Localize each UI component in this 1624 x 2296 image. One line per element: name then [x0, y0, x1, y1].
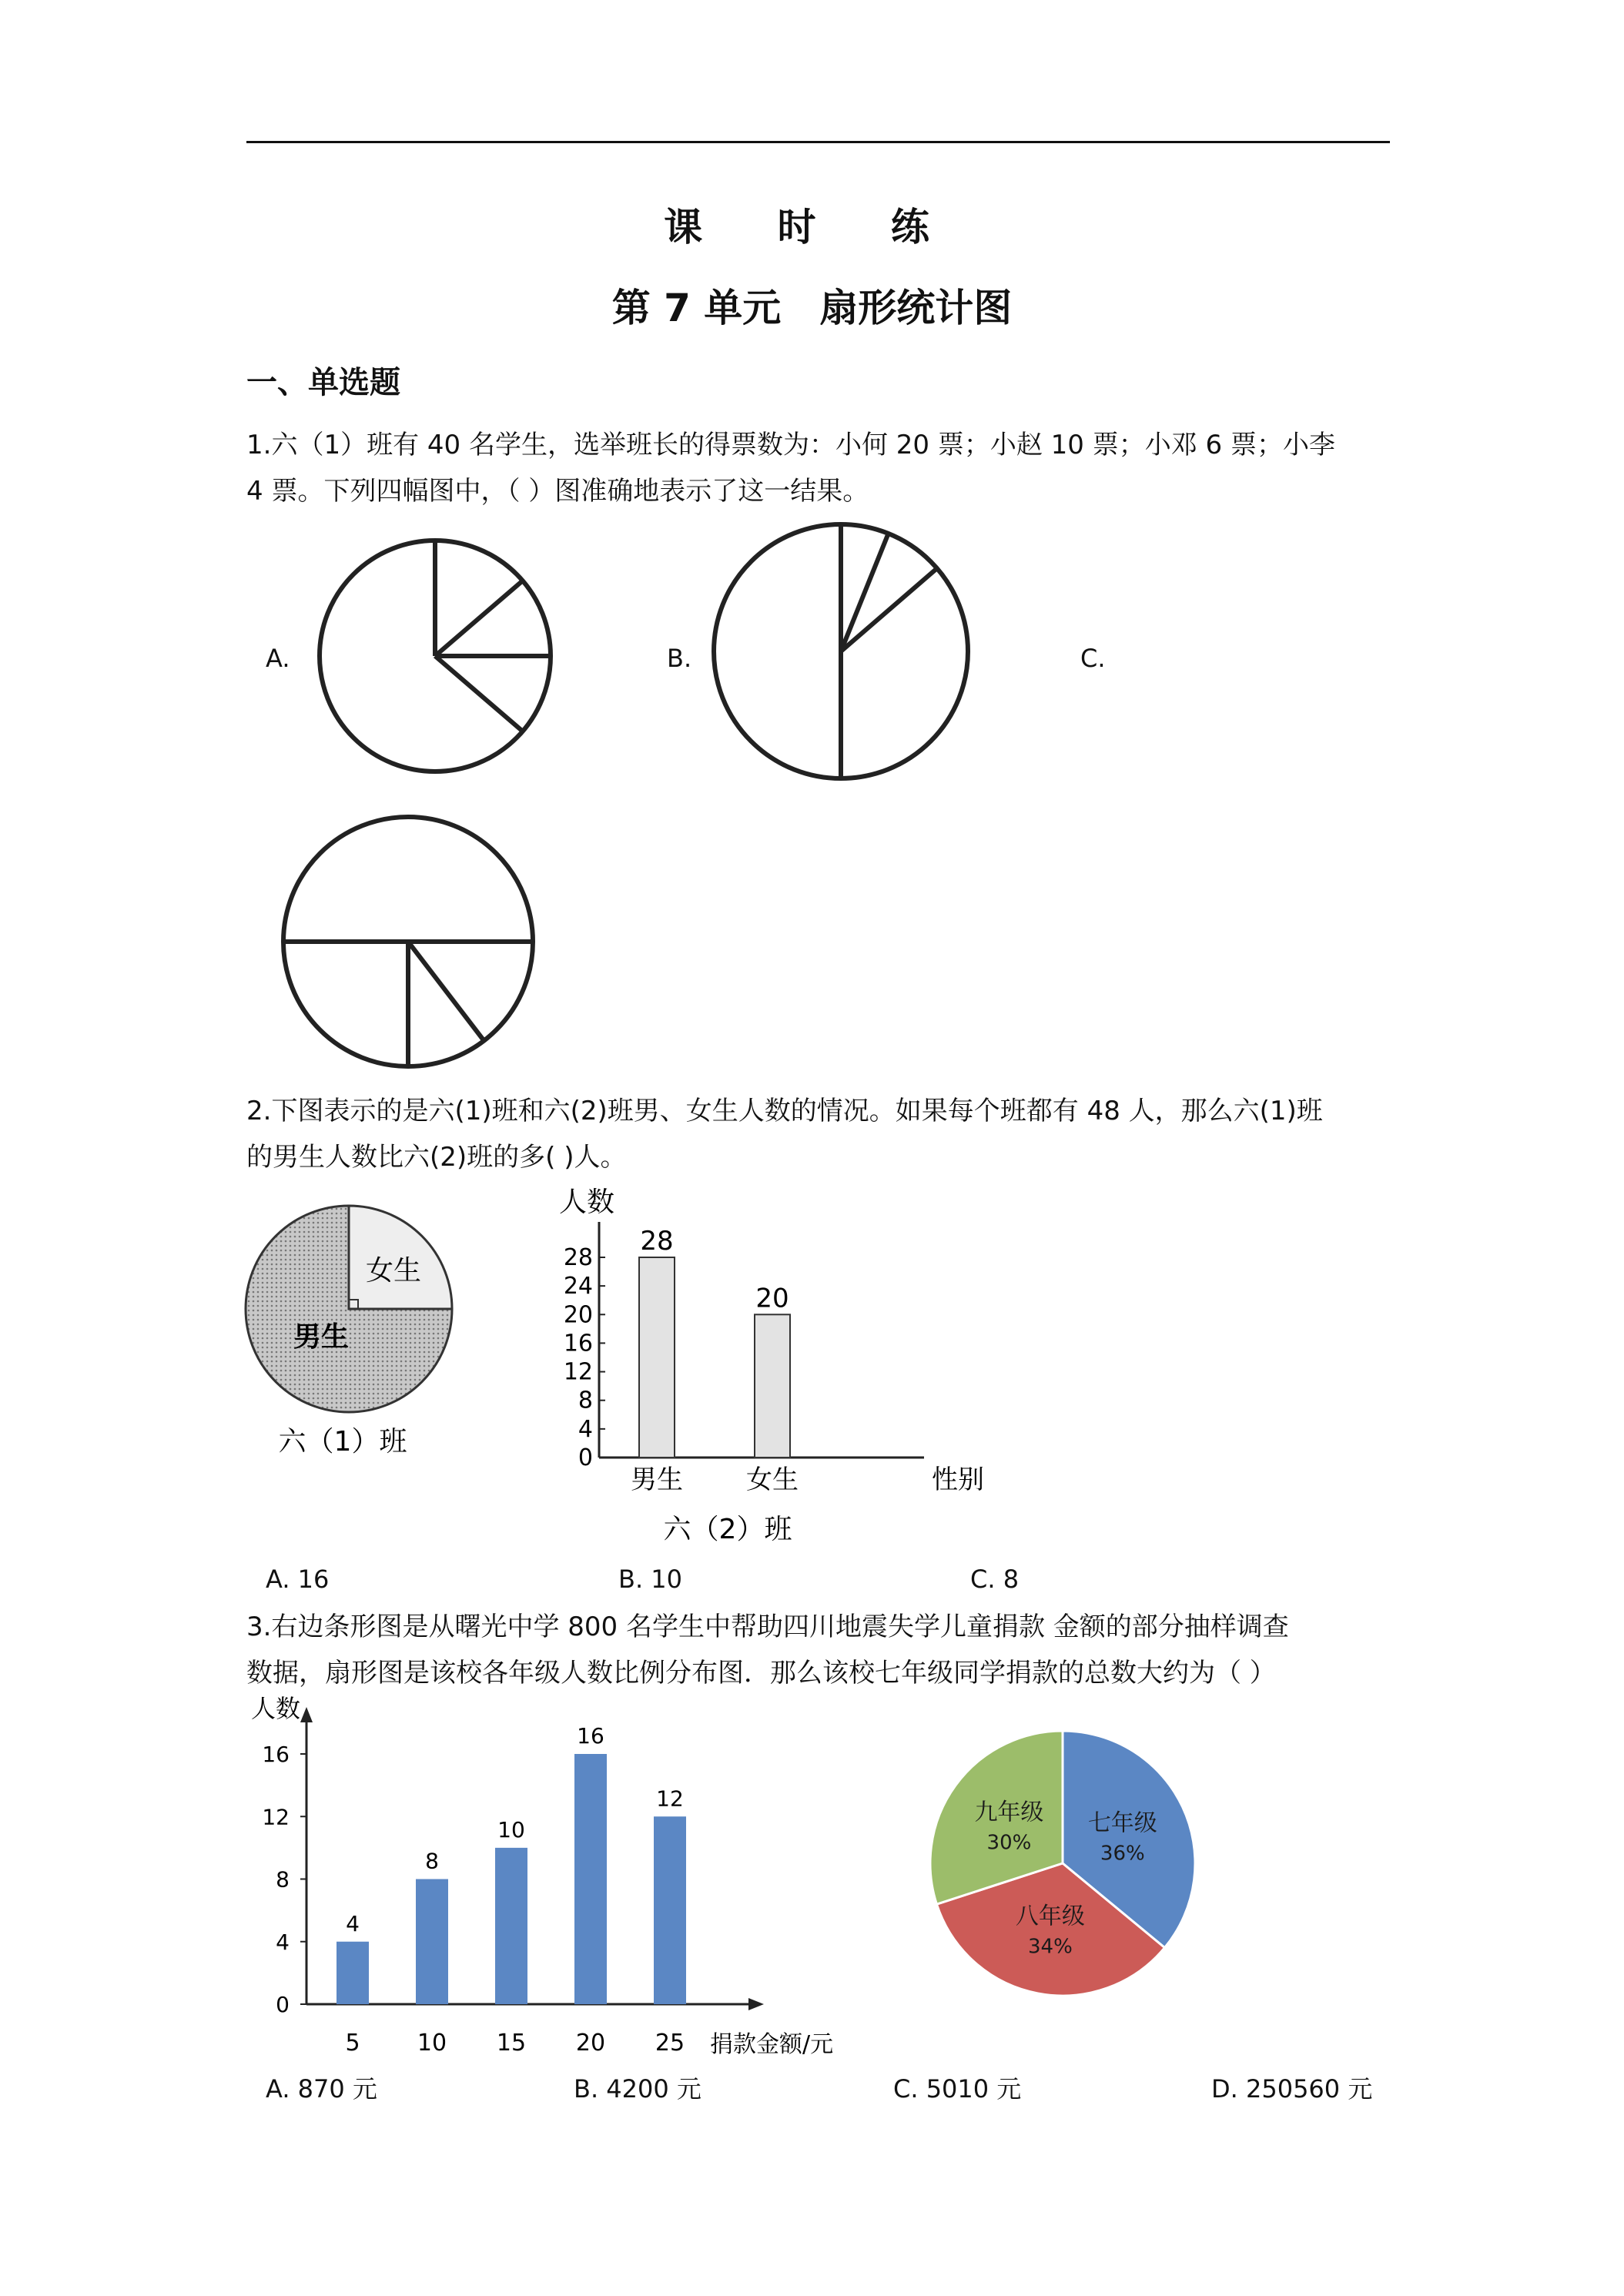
q3-option-c: C. 5010 元 [893, 2074, 1022, 2104]
bar-chart-y-label: 人数 [558, 1186, 615, 1218]
donation-chart-category-label: 5 [345, 2030, 360, 2057]
grade-pie-pct: 34% [1027, 1935, 1073, 1959]
bar-chart-y-tick-label: 20 [563, 1301, 593, 1329]
donation-chart-category-label: 20 [575, 2030, 606, 2057]
donation-chart-value-label: 16 [577, 1723, 604, 1749]
donation-chart-y-label: 人数 [250, 1694, 301, 1723]
q3-option-a: A. 870 元 [266, 2074, 377, 2104]
bar-chart-axis-end-label: 性别 [932, 1464, 984, 1495]
q2-option-a: A. 16 [266, 1565, 330, 1594]
q2-class2-bar-chart [539, 1174, 986, 1551]
bar-chart-caption: 六（2）班 [663, 1514, 792, 1545]
donation-chart-value-label: 4 [346, 1910, 360, 1936]
grade-pie-label: 七年级 [1087, 1809, 1157, 1837]
q1-option-b-label: B. [667, 644, 692, 673]
bar-chart-value-label: 28 [640, 1226, 674, 1257]
bar-chart-y-tick-label: 8 [578, 1387, 593, 1414]
donation-chart-bar [495, 1848, 527, 2004]
pie-label-female: 女生 [365, 1255, 422, 1287]
bar-chart-y-tick-label: 0 [578, 1444, 593, 1471]
donation-chart-value-label: 12 [656, 1786, 684, 1812]
q1-option-a-label: A. [266, 644, 290, 673]
donation-chart-y-tick-label: 0 [276, 1992, 290, 2017]
bar-chart-y-tick-label: 24 [563, 1273, 593, 1300]
donation-chart-bar [574, 1754, 607, 2004]
grade-pie-label: 八年级 [1015, 1903, 1085, 1930]
donation-chart-value-label: 10 [497, 1816, 525, 1842]
grade-pie-pct: 30% [986, 1831, 1032, 1855]
q3-stem-line1: 3.右边条形图是从曙光中学 800 名学生中帮助四川地震失学儿童捐款 金额的部分抽样调查 [246, 1612, 1289, 1642]
q3-grade-pie-chart [924, 1717, 1217, 2010]
q1-stem-line1: 1.六（1）班有 40 名学生，选举班长的得票数为：小何 20 票；小赵 10 票；小邓 6 票；小李 [246, 430, 1335, 460]
bar-chart-bar [755, 1314, 790, 1458]
q3-donation-bar-chart [239, 1690, 870, 2075]
donation-chart-category-label: 15 [496, 2030, 527, 2057]
section-heading: 一、单选题 [246, 365, 400, 400]
q1-option-b-pie [693, 520, 986, 790]
q2-stem-line1: 2.下图表示的是六(1)班和六(2)班男、女生人数的情况。如果每个班都有 48 人，那么六(1)班 [246, 1096, 1323, 1126]
donation-chart-bar [337, 1942, 369, 2004]
q3-option-b: B. 4200 元 [574, 2074, 702, 2104]
page-subtitle: 第 7 单元 扇形统计图 [611, 286, 1013, 330]
q3-option-d: D. 250560 元 [1211, 2074, 1373, 2104]
q2-option-c: C. 8 [970, 1565, 1020, 1594]
q1-option-c-label: C. [1080, 644, 1106, 673]
bar-chart-y-tick-label: 12 [563, 1358, 593, 1386]
bar-chart-category-label: 女生 [746, 1464, 799, 1495]
donation-chart-value-label: 8 [425, 1848, 439, 1874]
page-title: 课 时 练 [664, 205, 960, 249]
bar-chart-y-tick-label: 16 [563, 1330, 593, 1357]
donation-chart-bar [416, 1879, 448, 2005]
pie-label-male: 男生 [293, 1321, 350, 1353]
grade-pie-pct: 36% [1100, 1842, 1145, 1866]
q2-class1-pie [243, 1201, 474, 1478]
q1-stem-line2: 4 票。下列四幅图中，（ ）图准确地表示了这一结果。 [246, 476, 869, 507]
q1-option-a-pie [262, 528, 570, 790]
donation-chart-bar [654, 1816, 686, 2004]
bar-chart-value-label: 20 [755, 1283, 789, 1314]
donation-chart-x-label: 捐款金额/元 [710, 2031, 834, 2058]
donation-chart-y-tick-label: 4 [276, 1929, 290, 1955]
header-rule [246, 141, 1390, 143]
donation-chart-y-tick-label: 16 [262, 1742, 290, 1767]
grade-pie-label: 九年级 [974, 1799, 1044, 1826]
donation-chart-y-tick-label: 8 [276, 1866, 290, 1893]
bar-chart-y-tick-label: 4 [578, 1415, 593, 1443]
bar-chart-y-tick-label: 28 [563, 1244, 593, 1271]
donation-chart-category-label: 10 [417, 2030, 447, 2057]
bar-chart-category-label: 男生 [631, 1464, 683, 1495]
donation-chart-y-tick-label: 12 [262, 1804, 290, 1830]
q1-option-c-pie [270, 812, 547, 1074]
q2-stem-line2: 的男生人数比六(2)班的多( )人。 [246, 1142, 627, 1173]
donation-chart-category-label: 25 [655, 2030, 685, 2057]
pie-caption: 六（1）班 [278, 1426, 407, 1458]
bar-chart-bar [639, 1257, 675, 1458]
q3-stem-line2: 数据，扇形图是该校各年级人数比例分布图．那么该校七年级同学捐款的总数大约为（ ） [246, 1658, 1276, 1689]
q2-option-b: B. 10 [618, 1565, 683, 1594]
